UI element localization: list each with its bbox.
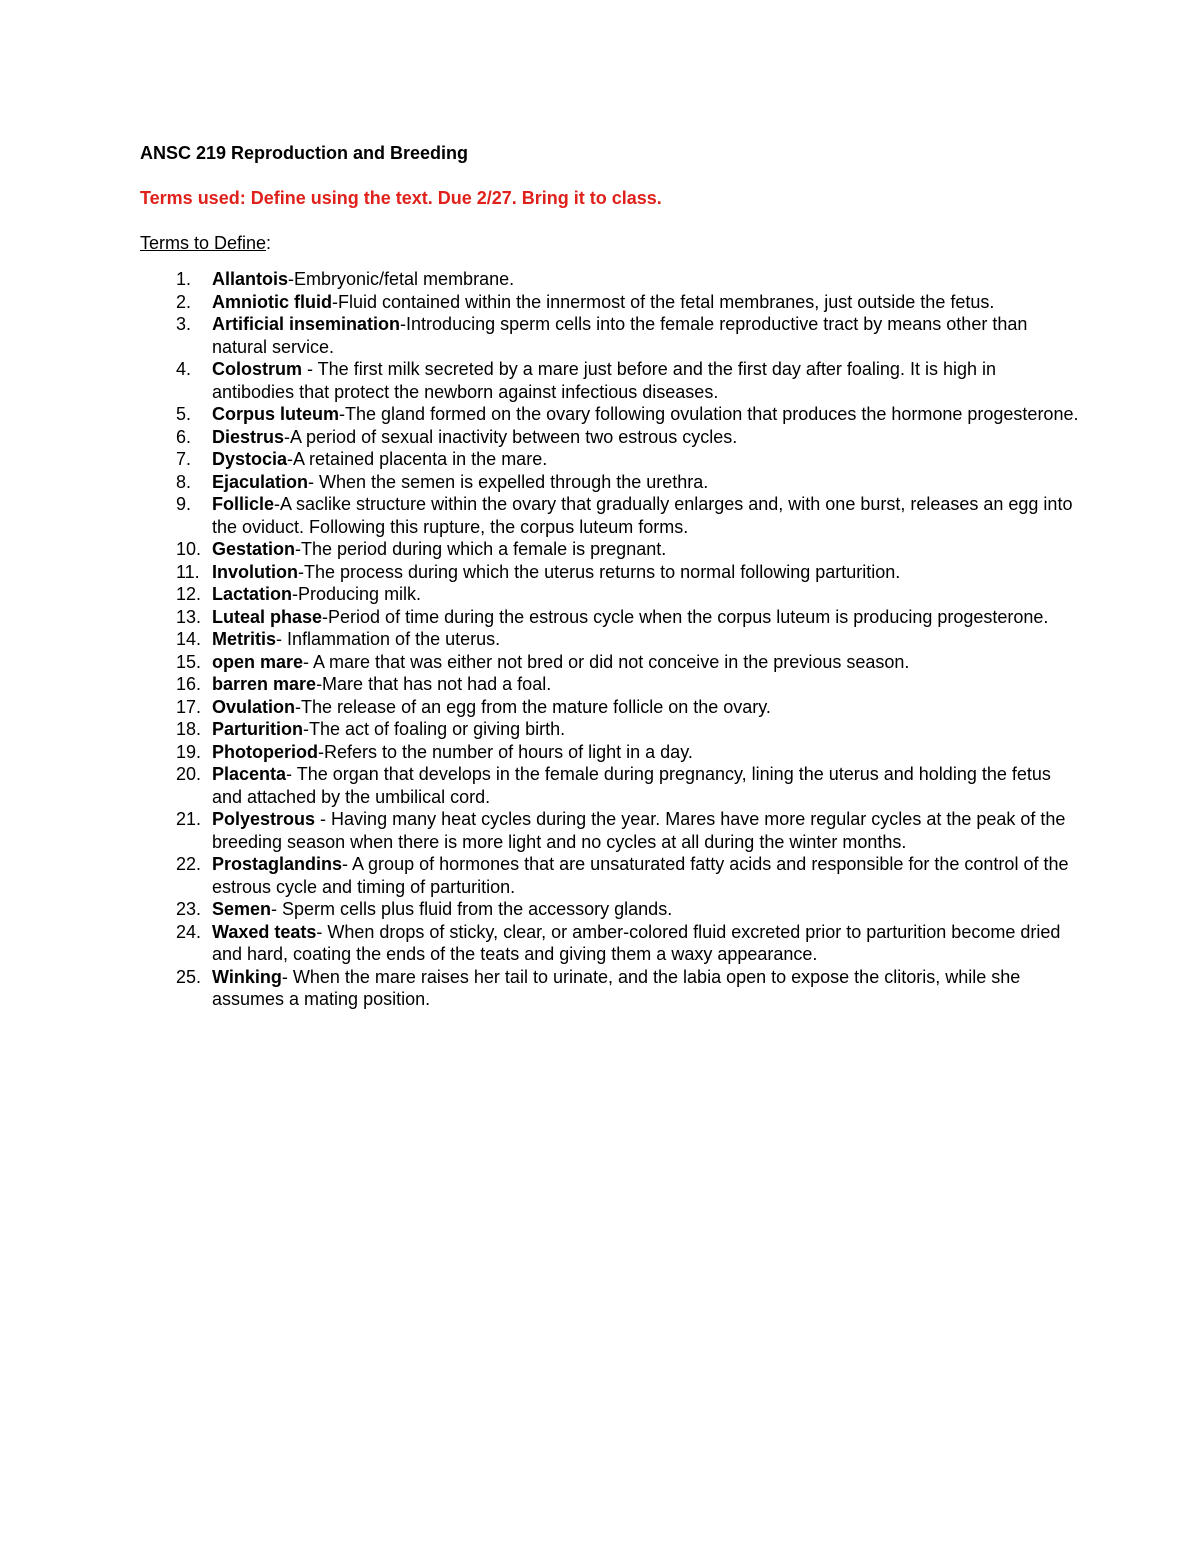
term-name: Dystocia bbox=[212, 449, 288, 469]
term-name: Involution bbox=[212, 561, 298, 582]
term-number: 8. bbox=[176, 471, 192, 492]
term-number: 10. bbox=[176, 539, 202, 559]
term-definition: - Having many heat cycles during the year. Mares have more regular cycles at the peak of the breeding season when there is more light and no cycles at all during the winter months. bbox=[212, 809, 1066, 852]
term-definition: - The organ that develops in the female during pregnancy, lining the uterus and holding the fetus and attached by the umbilical cord. bbox=[212, 764, 1051, 807]
term-number: 3. bbox=[176, 314, 192, 334]
term-definition: - When the mare raises her tail to urinate, and the labia open to expose the clitoris, while she assumes a mating position. bbox=[212, 966, 1021, 1009]
term-number: 11. bbox=[176, 561, 200, 582]
term-definition: -Mare that has not had a foal. bbox=[316, 674, 552, 694]
term-definition: -The act of foaling or giving birth. bbox=[303, 719, 566, 739]
term-definition: -Producing milk. bbox=[292, 584, 422, 604]
term-definition: -Introducing sperm cells into the female reproductive tract by means other than natural service. bbox=[212, 314, 1028, 357]
term-item bbox=[140, 966, 1080, 1011]
term-name: Ovulation bbox=[212, 696, 296, 717]
term-item bbox=[140, 651, 1080, 674]
term-item bbox=[140, 493, 1080, 538]
term-number: 18. bbox=[176, 719, 202, 739]
term-name: Photoperiod bbox=[212, 741, 318, 762]
term-item bbox=[140, 606, 1080, 629]
section-label-colon: : bbox=[266, 233, 272, 253]
term-name: barren mare bbox=[212, 674, 317, 694]
term-name: Artificial insemination bbox=[212, 314, 401, 334]
term-definition: -The process during which the uterus returns to normal following parturition. bbox=[297, 561, 901, 582]
term-definition: - Inflammation of the uterus. bbox=[276, 629, 501, 649]
term-definition: - A group of hormones that are unsaturated fatty acids and responsible for the control of the estrous cycle and timing of parturition. bbox=[212, 854, 1069, 897]
term-number: 25. bbox=[176, 966, 202, 987]
term-definition: -A saclike structure within the ovary that gradually enlarges and, with one burst, releases an egg into the oviduct. Following this rupture, the corpus luteum forms. bbox=[212, 494, 1073, 537]
term-item bbox=[140, 696, 1080, 719]
term-name: Corpus luteum bbox=[212, 404, 340, 424]
section-label-text: Terms to Define bbox=[140, 233, 267, 253]
term-name: Gestation bbox=[212, 539, 296, 559]
term-definition: -The gland formed on the ovary following ovulation that produces the hormone progesterone. bbox=[339, 404, 1079, 424]
term-number: 20. bbox=[176, 764, 202, 784]
term-definition: -Period of time during the estrous cycle when the corpus luteum is producing progesterone. bbox=[322, 606, 1049, 627]
term-number: 23. bbox=[176, 899, 202, 919]
term-definition: -The period during which a female is pregnant. bbox=[295, 539, 667, 559]
term-name: Winking bbox=[212, 966, 282, 987]
term-number: 7. bbox=[176, 449, 192, 469]
term-item bbox=[140, 426, 1080, 449]
term-name: Ejaculation bbox=[212, 471, 309, 492]
term-definition: -A retained placenta in the mare. bbox=[287, 449, 548, 469]
term-name: Metritis bbox=[212, 629, 277, 649]
document-title: ANSC 219 Reproduction and Breeding bbox=[140, 143, 469, 163]
term-name: Luteal phase bbox=[212, 606, 323, 627]
term-item bbox=[140, 628, 1080, 651]
term-number: 15. bbox=[176, 651, 202, 672]
term-definition: -The release of an egg from the mature follicle on the ovary. bbox=[295, 696, 771, 717]
term-definition: - When the semen is expelled through the urethra. bbox=[308, 471, 709, 492]
term-item bbox=[140, 538, 1080, 561]
term-item bbox=[140, 808, 1080, 853]
term-number: 16. bbox=[176, 674, 202, 694]
term-item bbox=[140, 921, 1080, 966]
term-number: 17. bbox=[176, 696, 202, 717]
term-number: 6. bbox=[176, 426, 192, 447]
term-number: 14. bbox=[176, 629, 202, 649]
term-name: Follicle bbox=[212, 494, 275, 514]
term-item bbox=[140, 898, 1080, 921]
term-item bbox=[140, 471, 1080, 494]
term-number: 21. bbox=[176, 809, 202, 829]
term-item bbox=[140, 313, 1080, 358]
term-item bbox=[140, 673, 1080, 696]
term-item bbox=[140, 561, 1080, 584]
term-definition: - A mare that was either not bred or did not conceive in the previous season. bbox=[303, 651, 910, 672]
term-item bbox=[140, 448, 1080, 471]
term-number: 13. bbox=[176, 606, 202, 627]
document-page bbox=[140, 141, 1080, 1011]
term-name: Diestrus bbox=[212, 426, 285, 447]
term-item bbox=[140, 741, 1080, 764]
section-label bbox=[140, 231, 1080, 255]
term-number: 9. bbox=[176, 494, 192, 514]
term-name: Allantois bbox=[212, 269, 289, 289]
term-name: Parturition bbox=[212, 719, 304, 739]
term-name: Semen bbox=[212, 899, 272, 919]
term-number: 12. bbox=[176, 584, 202, 604]
term-definition: -Embryonic/fetal membrane. bbox=[288, 269, 515, 289]
term-name: Waxed teats bbox=[212, 921, 317, 942]
term-name: Amniotic fluid bbox=[212, 291, 332, 312]
term-name: Placenta bbox=[212, 764, 287, 784]
term-item bbox=[140, 358, 1080, 403]
term-definition: - When drops of sticky, clear, or amber-colored fluid excreted prior to parturition become dried and hard, coating the ends of the teats and giving them a waxy appearance. bbox=[212, 921, 1061, 964]
term-number: 4. bbox=[176, 359, 192, 379]
term-item bbox=[140, 268, 1080, 291]
term-number: 1. bbox=[176, 269, 192, 289]
term-item bbox=[140, 718, 1080, 741]
term-name: Prostaglandins bbox=[212, 854, 343, 874]
term-number: 24. bbox=[176, 921, 202, 942]
term-definition: - The first milk secreted by a mare just before and the first day after foaling. It is high in antibodies that protect the newborn against infectious diseases. bbox=[212, 359, 996, 402]
term-definition: - Sperm cells plus fluid from the accessory glands. bbox=[271, 899, 673, 919]
term-number: 19. bbox=[176, 741, 202, 762]
term-item bbox=[140, 291, 1080, 314]
term-number: 2. bbox=[176, 291, 192, 312]
term-item bbox=[140, 583, 1080, 606]
term-definition: -Refers to the number of hours of light in a day. bbox=[318, 741, 693, 762]
term-item bbox=[140, 763, 1080, 808]
term-definition: -A period of sexual inactivity between two estrous cycles. bbox=[284, 426, 738, 447]
term-item bbox=[140, 853, 1080, 898]
term-number: 22. bbox=[176, 854, 202, 874]
term-name: Colostrum bbox=[212, 359, 302, 379]
term-name: Polyestrous bbox=[212, 809, 316, 829]
term-definition: -Fluid contained within the innermost of the fetal membranes, just outside the fetus. bbox=[332, 291, 995, 312]
assignment-instructions: Terms used: Define using the text. Due 2/27. Bring it to class. bbox=[140, 188, 662, 208]
term-name: open mare bbox=[212, 651, 304, 672]
term-number: 5. bbox=[176, 404, 192, 424]
term-name: Lactation bbox=[212, 584, 293, 604]
terms-list bbox=[140, 268, 1080, 1011]
term-item bbox=[140, 403, 1080, 426]
